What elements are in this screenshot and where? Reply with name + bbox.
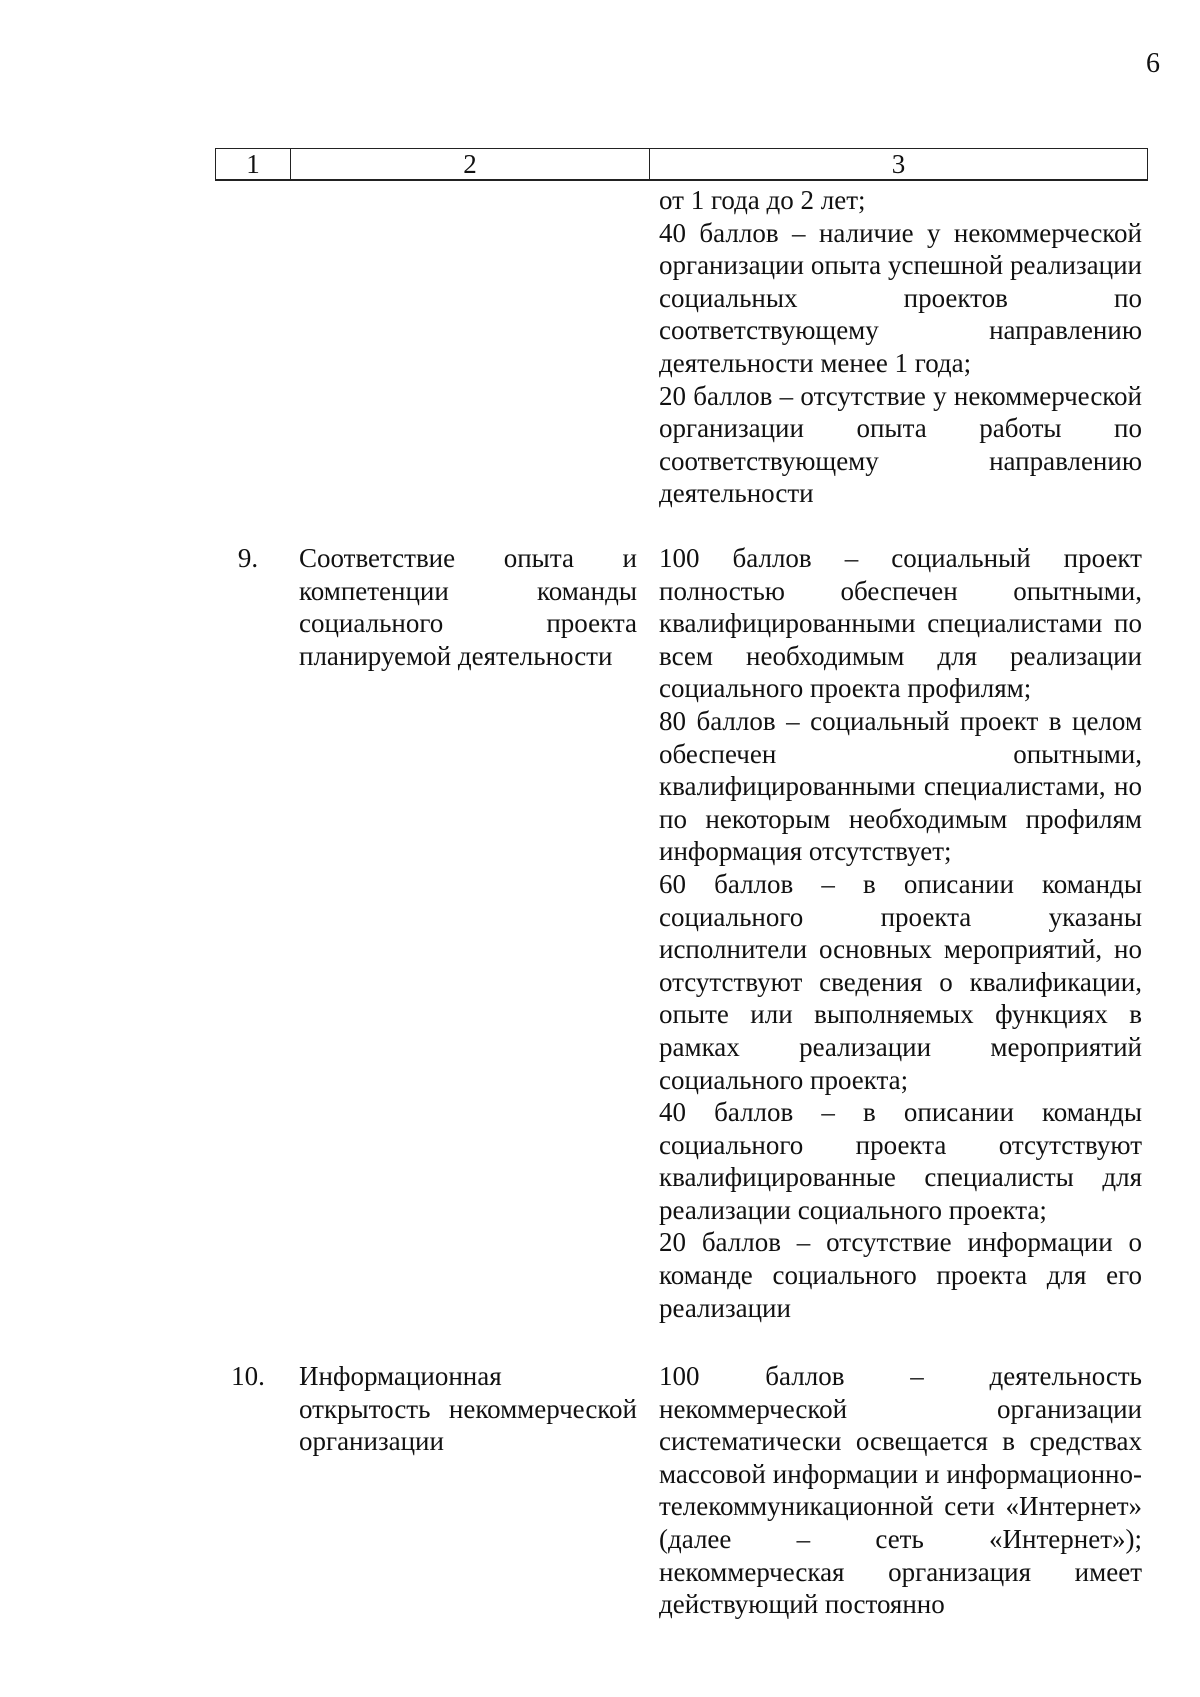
criteria-paragraph: 20 баллов – отсутствие информации о команде социального проекта для его реализации [659,1227,1142,1323]
row-9-name: Соответствие опыта и компетенции команды социального проекта планируемой деятельности [299,543,637,671]
header-cell-col2: 2 [291,149,650,179]
criteria-paragraph: 100 баллов – социальный проект полностью обеспечен опытными, квалифицированными специалистами по всем необходимым для реализации социального проекта профилям; [659,543,1142,704]
header-cell-col1: 1 [216,149,291,179]
table-header-row [215,148,1148,181]
row-10-criteria [659,1360,1142,1621]
criteria-paragraph: 60 баллов – в описании команды социального проекта указаны исполнители основных мероприятий, но отсутствуют сведения о квалификации, опыте или выполняемых функциях в рамках реализации мероприятий социального проекта; [659,868,1142,1095]
criteria-paragraph: 100 баллов – деятельность некоммерческой организации систематически освещается в средствах массовой информации и информационно-телекоммуникационной сети «Интернет» (далее – сеть «Интернет»); некоммерческая организация имеет действующий постоянно [659,1361,1142,1620]
row-9-number: 9. [237,543,259,573]
continuation-criteria [659,184,1142,510]
row-9-criteria [659,542,1142,1324]
criteria-paragraph: от 1 года до 2 лет; [659,185,866,215]
criteria-paragraph: 40 баллов – наличие у некоммерческой организации опыта успешной реализации социальных проектов по соответствующему направлению деятельности менее 1 года; [659,217,1142,378]
criteria-paragraph: 80 баллов – социальный проект в целом обеспечен опытными, квалифицированными специалистами, но по некоторым необходимым профилям информация отсутствует; [659,705,1142,867]
row-10-name: Информационная открытость некоммерческой организации [299,1361,637,1457]
criteria-paragraph: 20 баллов – отсутствие у некоммерческой организации опыта работы по соответствующему направлению деятельности [659,380,1142,509]
row-10-number: 10. [231,1361,265,1391]
header-cell-col3: 3 [891,149,906,179]
criteria-paragraph: 40 баллов – в описании команды социального проекта отсутствуют квалифицированные специалисты для реализации социального проекта; [659,1097,1142,1225]
page-number: 6 [1146,48,1160,79]
